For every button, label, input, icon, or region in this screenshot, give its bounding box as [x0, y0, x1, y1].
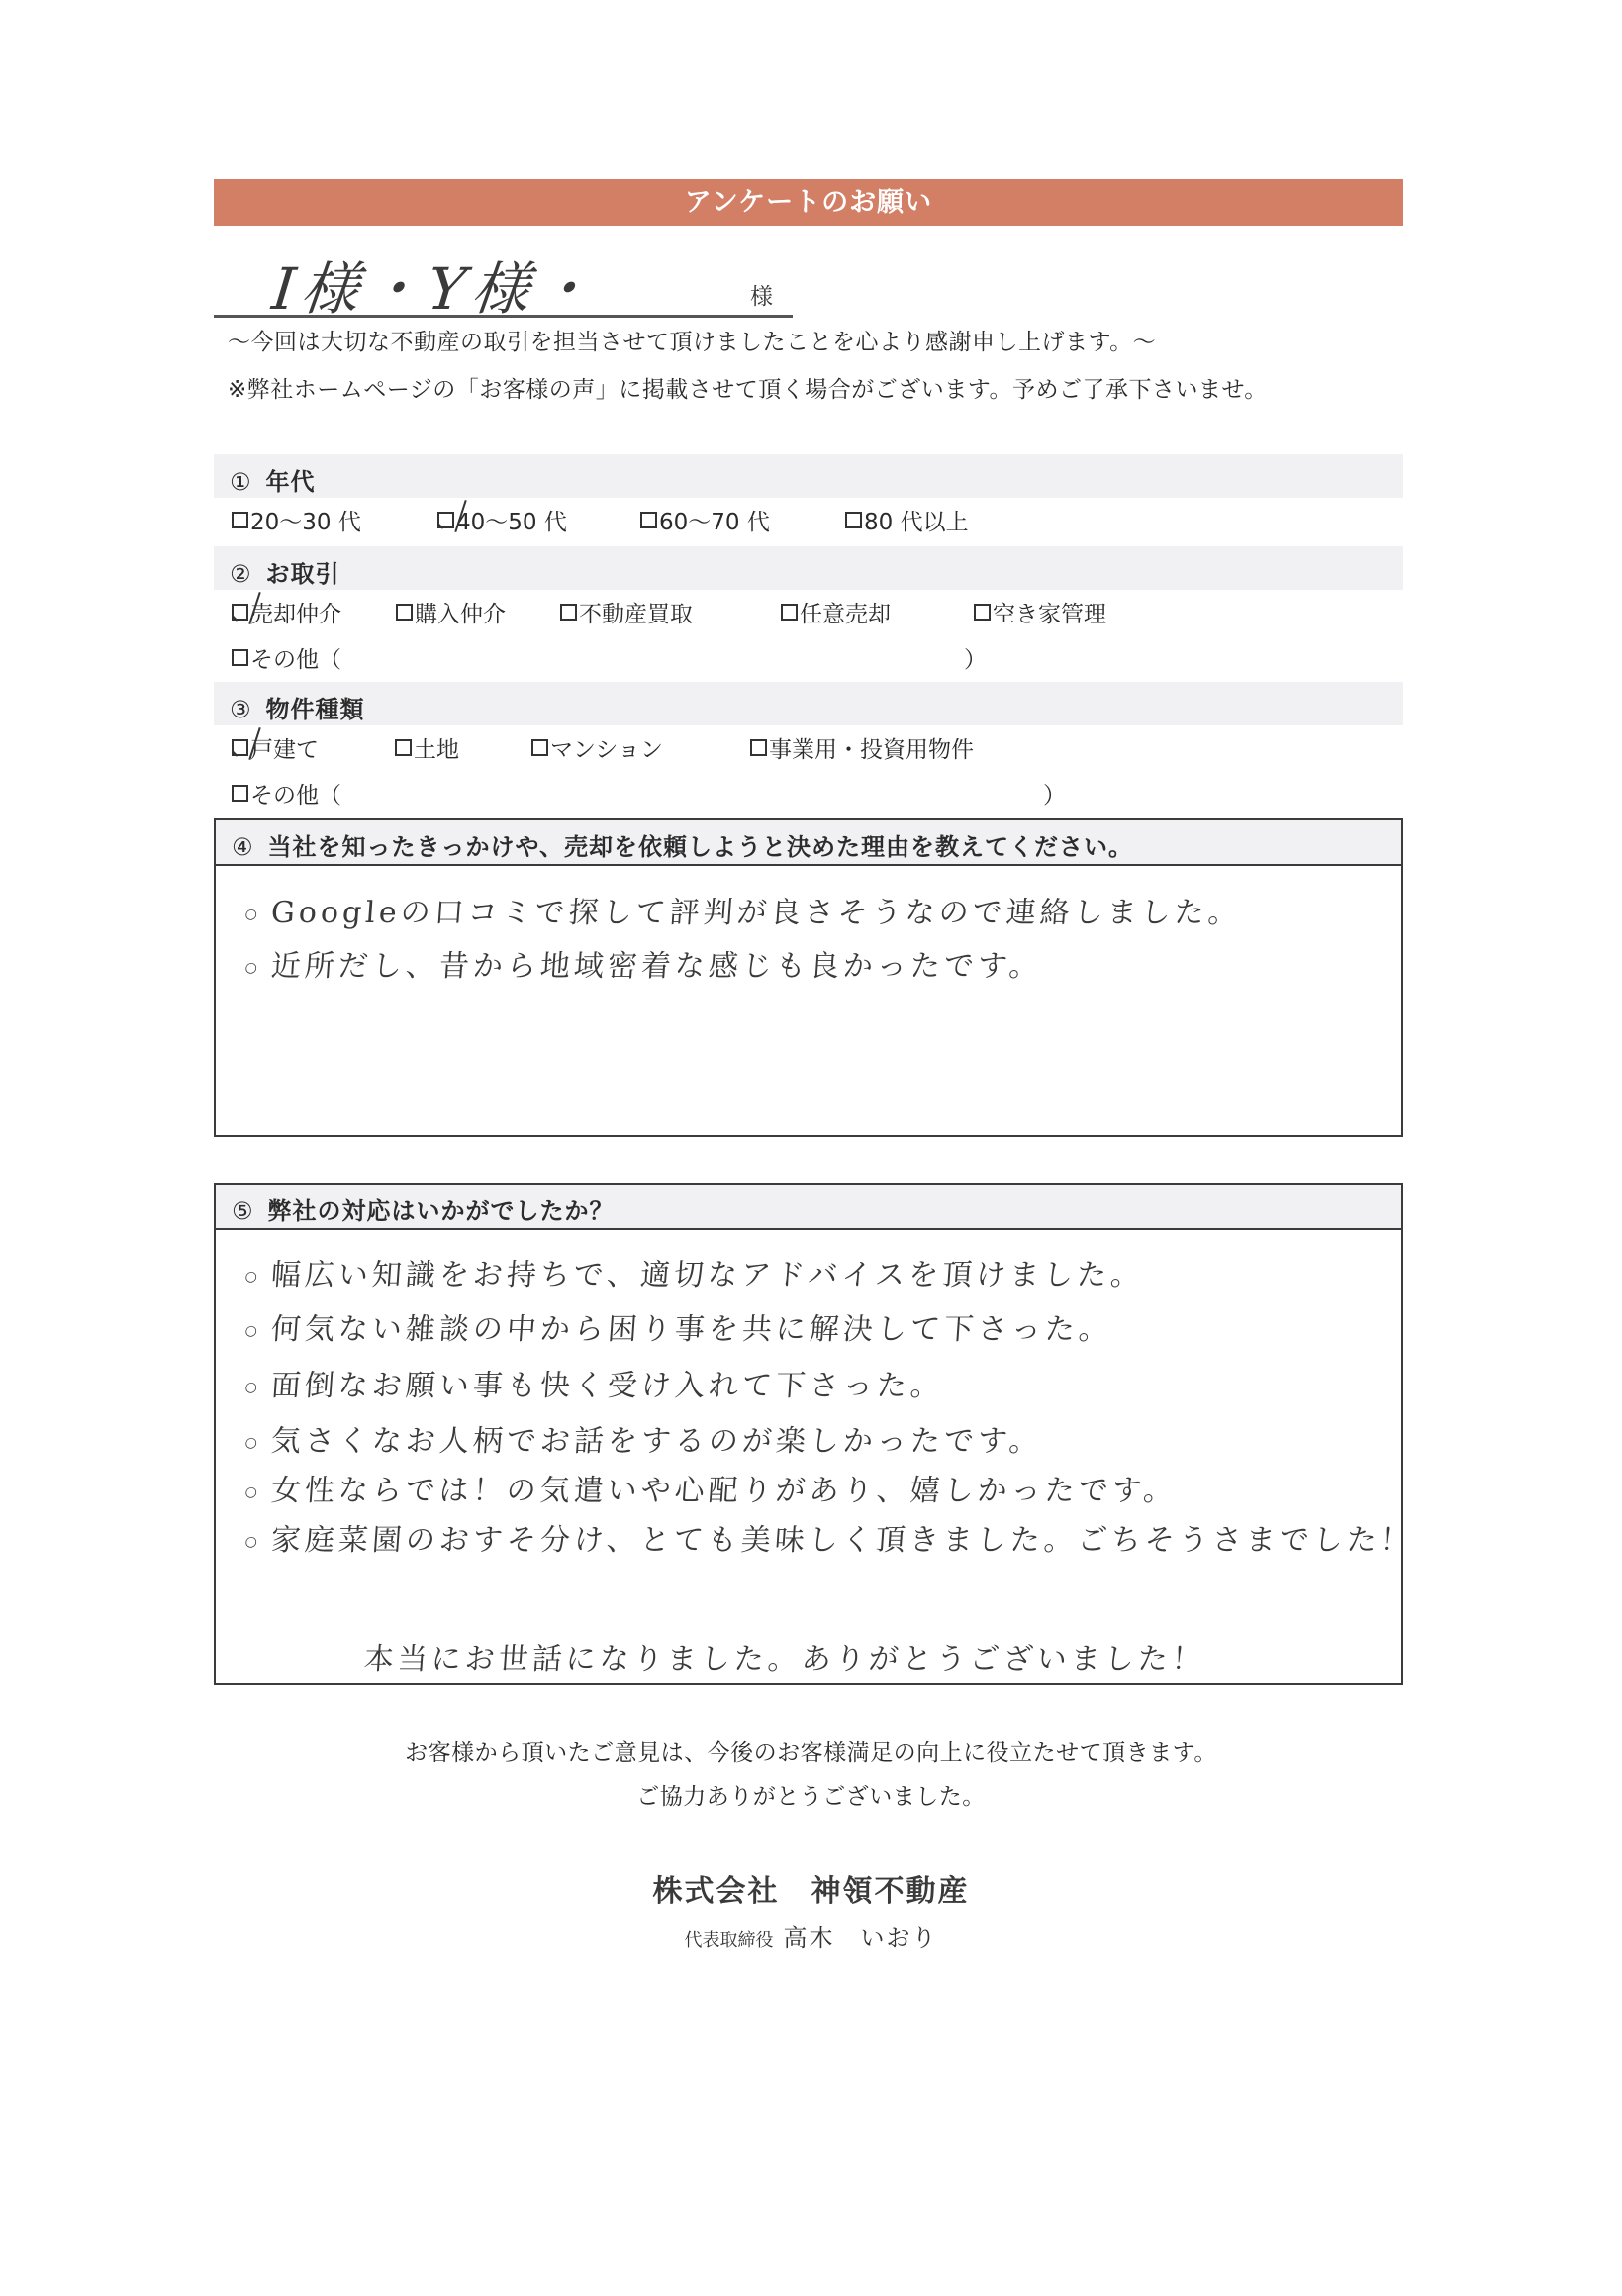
- option-label: 空き家管理: [993, 602, 1106, 627]
- section-header-age: [214, 454, 1403, 498]
- representative: [0, 1918, 1622, 1953]
- footer-message-2: ご協力ありがとうございました。: [636, 1784, 986, 1810]
- representative-title: 代表取締役: [684, 1930, 774, 1951]
- checkbox-icon[interactable]: [781, 604, 798, 621]
- customer-name-suffix: 様: [750, 284, 773, 310]
- checkbox-checked-icon[interactable]: [232, 739, 248, 756]
- checkbox-icon[interactable]: [232, 785, 248, 802]
- other-close-paren: ）: [1043, 783, 1066, 809]
- option-label: その他（: [250, 647, 341, 673]
- checkbox-icon[interactable]: [974, 604, 991, 621]
- question-4-box: [214, 818, 1403, 1137]
- checkbox-icon[interactable]: [845, 512, 862, 528]
- section-number: ③: [230, 696, 252, 723]
- section-header-property-type: [214, 682, 1403, 725]
- option-voluntary-sale[interactable]: [781, 596, 891, 628]
- name-underline: [214, 315, 793, 318]
- answer-line: ○ 面倒なお願い事も快く受け入れて下さった。: [244, 1369, 946, 1403]
- option-label: 60～70 代: [659, 510, 770, 535]
- option-condominium[interactable]: [531, 731, 663, 764]
- option-label: 不動産買取: [579, 602, 693, 627]
- answer-line: ○ 気さくなお人柄でお話をするのが楽しかったです。: [244, 1424, 1044, 1459]
- option-label: 購入仲介: [415, 602, 506, 627]
- checkbox-checked-icon[interactable]: [437, 512, 454, 528]
- checkbox-icon[interactable]: [640, 512, 657, 528]
- answer-line: ○ 女性ならでは！の気遣いや心配りがあり、嬉しかったです。: [244, 1474, 1179, 1508]
- checkbox-icon[interactable]: [750, 739, 767, 756]
- option-land[interactable]: [395, 731, 459, 764]
- checkbox-icon[interactable]: [560, 604, 577, 621]
- option-label: 80 代以上: [864, 510, 969, 535]
- option-age-80-plus[interactable]: [845, 504, 969, 536]
- footer-message-1: お客様から頂いたご意見は、今後のお客様満足の向上に役立たせて頂きます。: [405, 1740, 1217, 1766]
- option-age-20-30[interactable]: [232, 504, 361, 536]
- option-vacant-house-mgmt[interactable]: [974, 596, 1106, 628]
- checkbox-icon[interactable]: [531, 739, 548, 756]
- checkbox-icon[interactable]: [396, 604, 413, 621]
- option-label: 事業用・投資用物件: [769, 737, 974, 763]
- question-4-header: [216, 820, 1401, 866]
- option-property-other[interactable]: [232, 777, 341, 810]
- option-label: その他（: [250, 783, 341, 809]
- answer-line: ○ 近所だし、昔から地域密着な感じも良かったです。: [244, 949, 1044, 984]
- option-transaction-other[interactable]: [232, 641, 341, 674]
- option-label: 土地: [414, 737, 459, 763]
- section-number: ②: [230, 560, 252, 588]
- representative-name: 高木 いおり: [783, 1924, 938, 1952]
- section-number: ①: [230, 468, 252, 496]
- answer-line: ○ Googleの口コミで探して評判が良さそうなので連絡しました。: [244, 896, 1243, 930]
- intro-thanks: ～今回は大切な不動産の取引を担当させて頂けましたことを心より感謝申し上げます。～: [228, 330, 1157, 355]
- option-label: 20～30 代: [250, 510, 361, 535]
- section-title: 年代: [265, 468, 316, 496]
- other-close-paren: ）: [964, 647, 987, 673]
- option-purchase-brokerage[interactable]: [396, 596, 506, 628]
- option-detached-house[interactable]: [232, 731, 319, 764]
- option-sale-brokerage[interactable]: [232, 596, 341, 628]
- survey-title-banner: アンケートのお願い: [214, 179, 1403, 226]
- section-title: 物件種類: [265, 696, 365, 723]
- option-label: 任意売却: [800, 602, 891, 627]
- section-header-transaction: [214, 546, 1403, 590]
- option-commercial-investment[interactable]: [750, 731, 974, 764]
- checkbox-icon[interactable]: [232, 649, 248, 666]
- option-label: 戸建て: [250, 737, 319, 763]
- checkbox-icon[interactable]: [232, 512, 248, 528]
- option-label: マンション: [550, 737, 663, 763]
- option-age-40-50[interactable]: [437, 504, 567, 536]
- checkbox-checked-icon[interactable]: [232, 604, 248, 621]
- intro-notice: ※弊社ホームページの「お客様の声」に掲載させて頂く場合がございます。予めご了承下さいませ。: [228, 377, 1268, 403]
- section-title: 当社を知ったきっかけや、売却を依頼しようと決めた理由を教えてください。: [267, 833, 1134, 861]
- answer-line: ○ 幅広い知識をお持ちで、適切なアドバイスを頂けました。: [244, 1258, 1146, 1292]
- customer-name-handwritten: I様・Y様・: [268, 255, 603, 323]
- company-name: 株式会社 神領不動産: [652, 1874, 970, 1909]
- answer-closing-note: 本当にお世話になりました。ありがとうございました！: [362, 1642, 1206, 1676]
- answer-line: ○ 家庭菜園のおすそ分け、とても美味しく頂きました。ごちそうさまでした！: [244, 1523, 1416, 1558]
- checkbox-icon[interactable]: [395, 739, 412, 756]
- question-5-box: [214, 1183, 1416, 1685]
- section-title: 弊社の対応はいかがでしたか？: [267, 1197, 615, 1225]
- section-title: お取引: [265, 560, 340, 588]
- option-label: 売却仲介: [250, 602, 341, 627]
- option-label: 40～50 代: [456, 510, 567, 535]
- answer-line: ○ 何気ない雑談の中から困り事を共に解決して下さった。: [244, 1312, 1114, 1347]
- question-5-header: [216, 1185, 1401, 1230]
- section-number: ④: [232, 833, 254, 861]
- option-age-60-70[interactable]: [640, 504, 770, 536]
- option-real-estate-buyout[interactable]: [560, 596, 693, 628]
- customer-name-field: [214, 242, 793, 322]
- section-number: ⑤: [232, 1197, 254, 1225]
